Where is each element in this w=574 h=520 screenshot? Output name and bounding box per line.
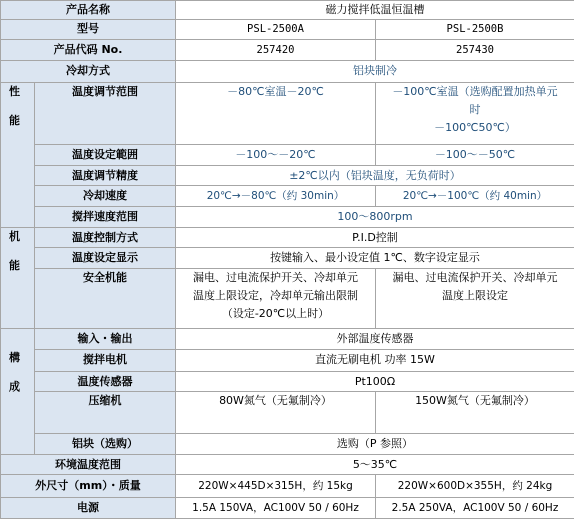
- label-cooling-method: 冷却方式: [1, 60, 176, 82]
- value-safety-a: [176, 268, 376, 329]
- value-stir-motor: 直流无刷电机 功率 15W: [176, 349, 574, 371]
- row-model: [1, 20, 574, 39]
- row-power: [1, 497, 574, 518]
- row-ambient-temp: [1, 455, 574, 475]
- value-ambient-temp: 5～35℃: [176, 455, 574, 475]
- value-safety-a-line-3: （设定-20℃以上时）: [221, 306, 330, 320]
- label-safety: 安全机能: [35, 268, 176, 329]
- category-structure-char-1: 構: [9, 351, 20, 365]
- row-temp-control: [1, 228, 574, 248]
- value-cooling-speed-a: 20℃→－80℃（约 30min）: [176, 186, 376, 206]
- value-safety-b: [376, 268, 574, 329]
- row-cooling-method: [1, 60, 574, 82]
- category-performance-char-2: 能: [9, 114, 20, 128]
- value-safety-b-line-2: 温度上限设定: [442, 288, 508, 302]
- category-gap: [9, 366, 34, 378]
- category-structure: [1, 329, 35, 455]
- category-gap: [9, 245, 34, 257]
- label-product-code: 产品代码 No.: [1, 39, 176, 60]
- label-power: 电源: [1, 497, 176, 518]
- row-stir-motor: [1, 349, 574, 371]
- value-aluminum-block: 选购（P 参照）: [176, 433, 574, 454]
- label-model: 型号: [1, 20, 176, 39]
- value-temp-range-b: [376, 83, 574, 145]
- label-temp-accuracy: 温度调节精度: [35, 166, 176, 186]
- label-compressor: 压缩机: [35, 392, 176, 434]
- value-compressor-b: 150W氮气（无氟制冷）: [376, 392, 574, 434]
- value-compressor-a: 80W氮气（无氟制冷）: [176, 392, 376, 434]
- label-aluminum-block: 铝块（选购）: [35, 433, 176, 454]
- row-temp-setting: [1, 144, 574, 165]
- label-temp-sensor: 温度传感器: [35, 371, 176, 391]
- value-temp-accuracy: ±2℃以内（铝块温度，无负荷时）: [176, 166, 574, 186]
- row-cooling-speed: [1, 186, 574, 206]
- category-gap: [9, 100, 34, 112]
- value-temp-range-b-line-3: －100℃50℃）: [434, 121, 516, 135]
- category-function-char-2: 能: [9, 259, 20, 272]
- value-dimensions-a: 220W×445D×315H，约 15kg: [176, 475, 376, 497]
- value-temp-sensor: Pt100Ω: [176, 371, 574, 391]
- value-model-b: PSL-2500B: [376, 20, 574, 39]
- value-cooling-speed-b: 20℃→－100℃（约 40min）: [376, 186, 574, 206]
- value-temp-range-b-line-2: 时: [469, 103, 481, 117]
- label-ambient-temp: 环境温度范围: [1, 455, 176, 475]
- value-product-code-b: 257430: [376, 39, 574, 60]
- value-temp-range-b-line-1: －100℃室温（选购配置加热单元: [392, 85, 558, 99]
- label-product-name: 产品名称: [1, 1, 176, 20]
- row-io: [1, 329, 574, 349]
- label-temp-setting: 温度设定範囲: [35, 144, 176, 165]
- value-safety-a-line-2: 温度上限设定，冷却单元输出限制: [193, 288, 358, 302]
- row-product-name: [1, 1, 574, 20]
- category-function: [1, 228, 35, 329]
- row-stir-speed: [1, 206, 574, 227]
- category-structure-char-2: 成: [9, 380, 20, 394]
- label-temp-display: 温度设定显示: [35, 248, 176, 268]
- value-temp-range-a: －80℃室温－20℃: [176, 83, 376, 145]
- value-temp-display: 按键输入、最小设定值 1℃、数字设定显示: [176, 248, 574, 268]
- value-cooling-method: 铝块制冷: [176, 60, 574, 82]
- row-aluminum-block: [1, 433, 574, 454]
- value-product-name: 磁力搅拌低温恒温槽: [176, 1, 574, 20]
- row-safety: [1, 268, 574, 329]
- value-io: 外部温度传感器: [176, 329, 574, 349]
- row-temp-range: [1, 83, 574, 145]
- value-temp-control: P.I.D控制: [176, 228, 574, 248]
- label-stir-speed: 搅拌速度范围: [35, 206, 176, 227]
- value-dimensions-b: 220W×600D×355H，约 24kg: [376, 475, 574, 497]
- value-power-a: 1.5A 150VA，AC100V 50 / 60Hz: [176, 497, 376, 518]
- row-temp-display: [1, 248, 574, 268]
- value-temp-setting-a: －100～－20℃: [176, 144, 376, 165]
- category-gap: [9, 329, 34, 349]
- row-temp-accuracy: [1, 166, 574, 186]
- value-product-code-a: 257420: [176, 39, 376, 60]
- row-dimensions: [1, 475, 574, 497]
- value-model-a: PSL-2500A: [176, 20, 376, 39]
- label-cooling-speed: 冷却速度: [35, 186, 176, 206]
- row-product-code: [1, 39, 574, 60]
- label-temp-control: 温度控制方式: [35, 228, 176, 248]
- value-temp-setting-b: －100～－50℃: [376, 144, 574, 165]
- category-performance: [1, 83, 35, 228]
- category-performance-char-1: 性: [9, 85, 20, 99]
- value-power-b: 2.5A 250VA，AC100V 50 / 60Hz: [376, 497, 574, 518]
- category-function-char-1: 机: [9, 230, 20, 243]
- label-temp-range: 温度调节范围: [35, 83, 176, 145]
- row-temp-sensor: [1, 371, 574, 391]
- label-io: 输入・输出: [35, 329, 176, 349]
- label-stir-motor: 搅拌电机: [35, 349, 176, 371]
- value-safety-a-line-1: 漏电、过电流保护开关、冷却单元: [193, 270, 358, 284]
- value-stir-speed: 100～800rpm: [176, 206, 574, 227]
- label-dimensions: 外尺寸（mm）・质量: [1, 475, 176, 497]
- row-compressor: [1, 392, 574, 434]
- value-safety-b-line-1: 漏电、过电流保护开关、冷却单元: [392, 270, 558, 284]
